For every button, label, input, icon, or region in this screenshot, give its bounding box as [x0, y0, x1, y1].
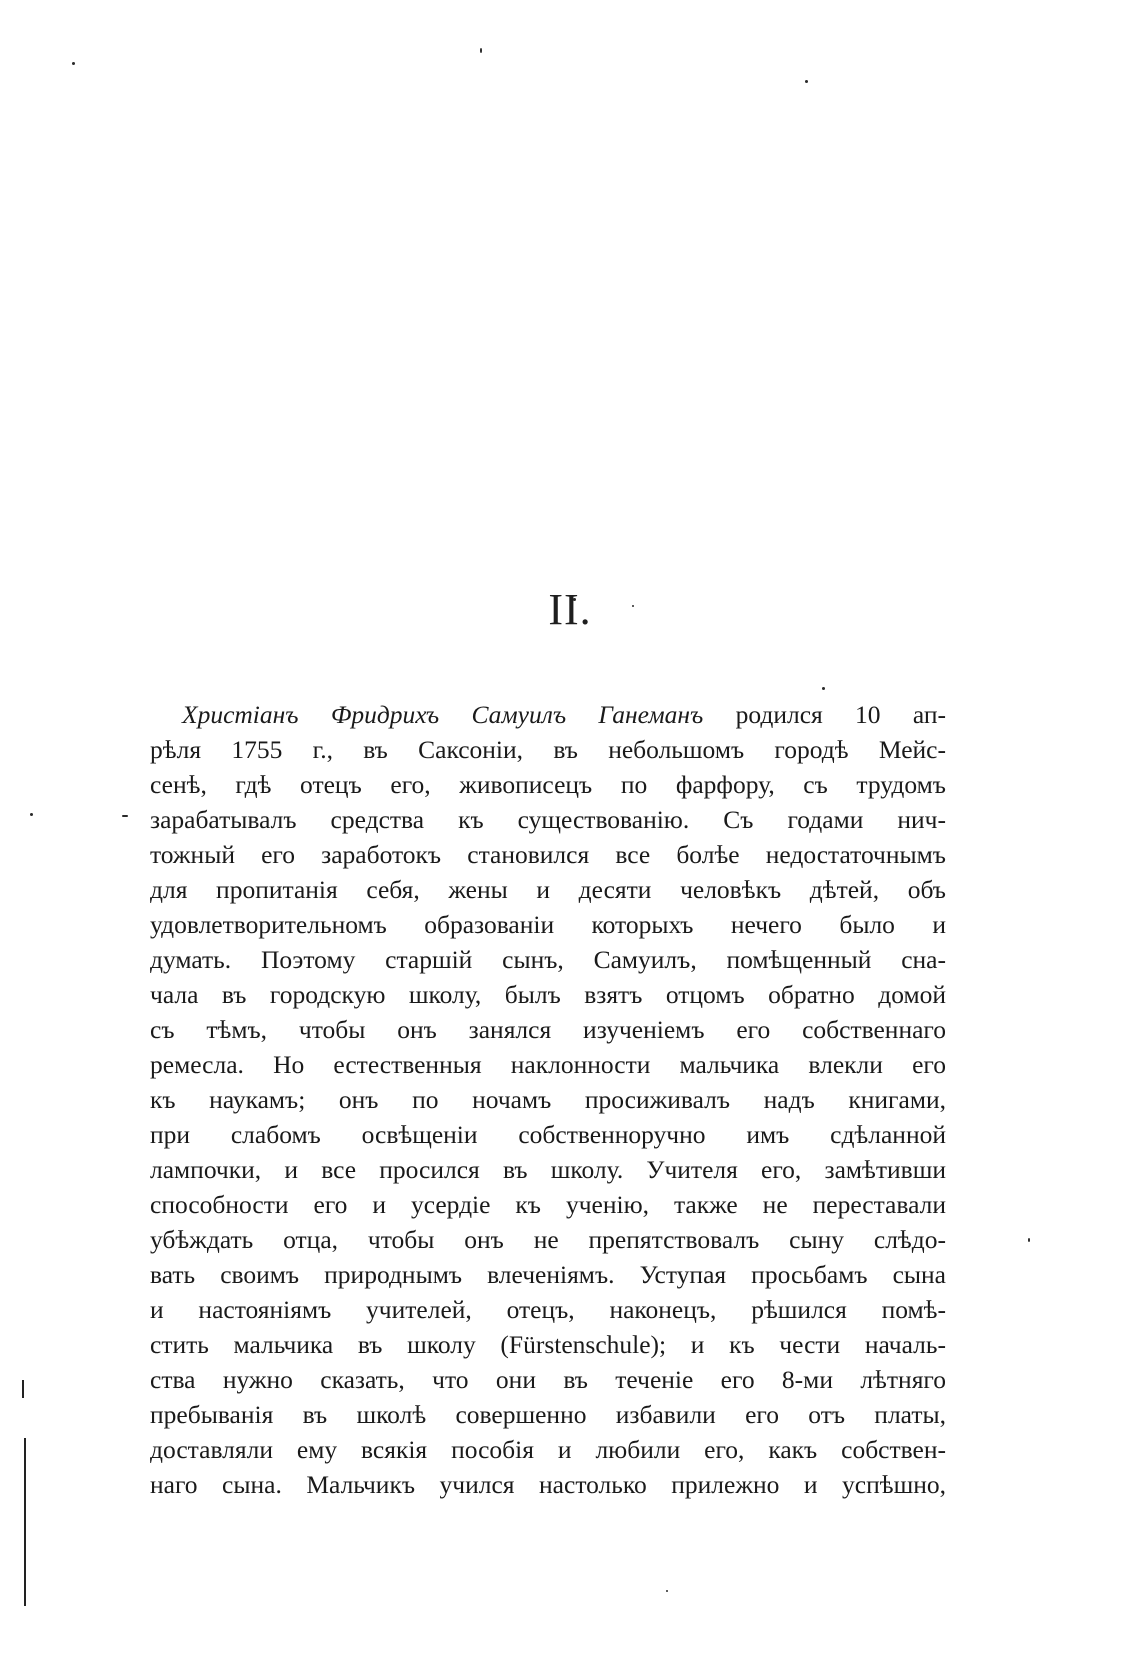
text-line: ства нужно сказать, что они въ теченіе его 8-ми лѣтняго — [150, 1365, 946, 1394]
text-line: доставляли ему всякія пособія и любили его, какъ собствен- — [150, 1435, 946, 1464]
text-line: сенѣ, гдѣ отецъ его, живописецъ по фарфору, съ трудомъ — [150, 770, 946, 799]
text-line: удовлетворительномъ образованіи которыхъ нечего было и — [150, 910, 946, 939]
text-line: думать. Поэтому старшій сынъ, Самуилъ, помѣщенный сна- — [150, 945, 946, 974]
text-line: вать своимъ природнымъ влеченіямъ. Уступая просьбамъ сына — [150, 1260, 946, 1289]
text-line — [150, 697, 946, 732]
scan-speck — [666, 1590, 668, 1592]
text-line: убѣждать отца, чтобы онъ не препятствовалъ сыну слѣдо- — [150, 1225, 946, 1254]
text-line: для пропитанія себя, жены и десяти человѣкъ дѣтей, объ — [150, 875, 946, 904]
text-line: съ тѣмъ, чтобы онъ занялся изученіемъ его собственнаго — [150, 1015, 946, 1044]
text-line: способности его и усердіе къ ученію, также не переставали — [150, 1190, 946, 1219]
scan-speck — [1028, 1238, 1030, 1242]
text-line: при слабомъ освѣщеніи собственноручно имъ сдѣланной — [150, 1120, 946, 1149]
text-line: ремесла. Но естественныя наклонности мальчика влекли его — [150, 1050, 946, 1079]
text-line: стить мальчика въ школу (Fürstenschule); и къ чести началь- — [150, 1330, 946, 1359]
text-line: лампочки, и все просился въ школу. Учителя его, замѣтивши — [150, 1155, 946, 1184]
text-line: наго сына. Мальчикъ учился настолько прилежно и успѣшно, — [150, 1470, 946, 1499]
person-name: Христіанъ Фридрихъ Самуилъ Ганеманъ — [182, 700, 704, 729]
chapter-heading: II. — [548, 585, 592, 634]
scan-speck — [72, 62, 75, 65]
scan-speck — [805, 80, 808, 83]
scan-speck — [122, 815, 128, 817]
margin-mark — [22, 1380, 24, 1398]
body-text — [150, 697, 946, 1502]
text-line: и настояніямъ учителей, отецъ, наконецъ, рѣшился помѣ- — [150, 1295, 946, 1324]
scan-speck — [822, 687, 825, 690]
text-line: рѣля 1755 г., въ Саксоніи, въ небольшомъ городѣ Мейс- — [150, 735, 946, 764]
text-line: къ наукамъ; онъ по ночамъ просиживалъ надъ книгами, — [150, 1085, 946, 1114]
text-fragment: родился 10 ап- — [703, 700, 946, 729]
text-line: тожный его заработокъ становился все болѣе недостаточнымъ — [150, 840, 946, 869]
text-line: пребыванія въ школѣ совершенно избавили его отъ платы, — [150, 1400, 946, 1429]
margin-rule — [24, 1438, 26, 1606]
scan-speck — [30, 813, 33, 816]
scan-speck — [480, 48, 482, 53]
text-line: чала въ городскую школу, былъ взятъ отцомъ обратно домой — [150, 980, 946, 1009]
text-line: зарабатывалъ средства къ существованію. Съ годами нич- — [150, 805, 946, 834]
